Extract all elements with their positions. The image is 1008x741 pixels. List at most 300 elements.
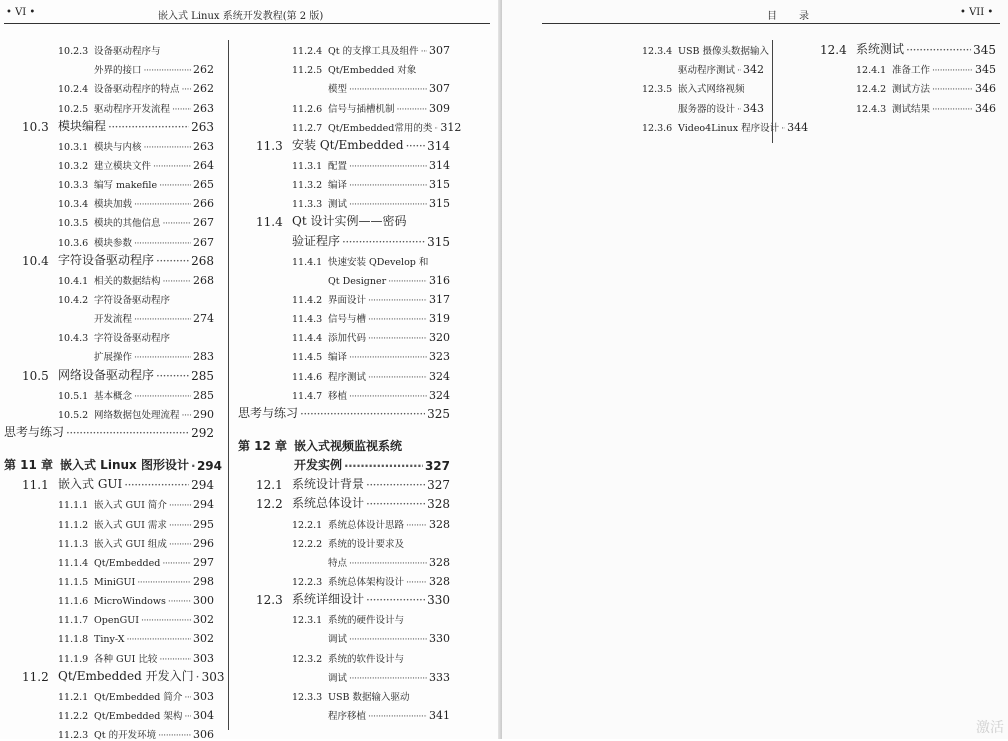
toc-entry-title: 嵌入式 GUI 组成	[94, 538, 167, 550]
toc-leader-dots	[134, 238, 191, 249]
toc-entry	[238, 344, 450, 363]
toc-entry	[802, 95, 996, 114]
toc-leader-dots	[144, 142, 191, 153]
toc-entry-number: 11.2.5	[292, 65, 323, 77]
toc-entry	[4, 473, 214, 492]
toc-leader-dots	[368, 333, 427, 344]
toc-entry-title: 嵌入式视频监视系统	[294, 438, 403, 453]
toc-entry	[238, 363, 450, 382]
toc-entry-title: 系统测试	[856, 42, 905, 57]
toc-entry-title: 快速安装 QDevelop 和	[328, 256, 429, 268]
toc-entry-number: 10.3.6	[58, 237, 89, 249]
toc-entry	[4, 569, 214, 588]
toc-entry-page: 328	[429, 574, 450, 588]
toc-entry-page: 306	[193, 728, 214, 741]
toc-entry	[238, 76, 450, 95]
toc-entry-number: 11.4.6	[292, 371, 323, 383]
toc-entry	[588, 76, 763, 95]
toc-entry	[4, 134, 214, 153]
toc-entry-page: 345	[973, 43, 996, 58]
toc-leader-dots	[366, 593, 425, 607]
toc-entry	[238, 607, 450, 626]
toc-leader-dots	[141, 615, 191, 626]
toc-entry-title: 系统总体架构设计	[328, 576, 405, 588]
toc-entry	[4, 249, 214, 268]
toc-entry-page: 320	[429, 331, 450, 345]
toc-entry-title: 系统总体设计思路	[328, 519, 405, 531]
toc-leader-dots	[300, 407, 425, 421]
toc-leader-dots	[349, 673, 427, 684]
toc-entry-number: 12.3.1	[292, 615, 323, 627]
toc-entry-title: 模型	[328, 84, 348, 96]
toc-entry-title: 驱动程序开发流程	[94, 103, 171, 115]
toc-leader-dots	[906, 43, 971, 57]
toc-entry-page: 296	[193, 536, 214, 550]
toc-entry	[4, 421, 214, 440]
toc-entry-title: 信号与插槽机制	[328, 103, 395, 115]
toc-entry-title: 配置	[328, 160, 348, 172]
toc-entry-number: 12.3.4	[642, 46, 673, 58]
toc-entry-title: Qt Designer	[328, 275, 387, 287]
toc-leader-dots	[158, 730, 191, 741]
toc-entry-page: 297	[193, 555, 214, 569]
toc-entry-title: Video4Linux 程序设计	[678, 122, 780, 134]
toc-entry-title: 准备工作	[892, 65, 931, 77]
toc-leader-dots	[153, 161, 191, 172]
toc-entry-number: 11.1	[22, 478, 49, 493]
toc-entry-page: 343	[743, 101, 765, 115]
toc-entry	[4, 95, 214, 114]
toc-entry-page: 268	[193, 273, 214, 287]
toc-entry-page: 274	[193, 312, 214, 326]
toc-entry-title: 界面设计	[328, 294, 367, 306]
toc-entry-number: 12.2	[256, 497, 283, 512]
toc-leader-dots	[182, 84, 191, 95]
toc-entry	[238, 134, 450, 153]
toc-entry-number: 10.4.2	[58, 294, 89, 306]
toc-entry-number: 10.3.4	[58, 199, 89, 211]
toc-column-right-2	[802, 38, 996, 115]
toc-entry	[4, 440, 214, 454]
toc-entry-page: 300	[193, 594, 214, 608]
toc-entry	[238, 191, 450, 210]
toc-leader-dots	[169, 539, 191, 550]
toc-entry-number: 11.1.8	[58, 634, 89, 646]
toc-entry-page: 264	[193, 158, 214, 172]
toc-entry-page: 317	[429, 292, 450, 306]
toc-leader-dots	[932, 65, 973, 76]
toc-entry-page: 283	[193, 350, 214, 364]
toc-leader-dots	[406, 577, 427, 588]
toc-entry	[4, 115, 214, 134]
column-separator-right	[772, 40, 773, 143]
toc-entry-title: Qt 设计实例——密码	[292, 214, 407, 229]
toc-entry	[4, 550, 214, 569]
toc-entry-number: 10.3.1	[58, 141, 89, 153]
toc-entry	[4, 645, 214, 664]
toc-leader-dots	[781, 123, 785, 134]
toc-entry-number: 10.2.3	[58, 46, 89, 58]
toc-leader-dots	[159, 654, 191, 665]
toc-entry	[588, 115, 809, 134]
column-separator	[228, 40, 229, 730]
watermark: 激活	[976, 720, 1004, 736]
toc-entry-title: MiniGUI	[94, 576, 136, 588]
toc-entry-page: 303	[201, 669, 225, 684]
toc-entry	[4, 38, 214, 57]
toc-column-left-2	[238, 38, 462, 722]
toc-entry-title: 模块加载	[94, 199, 133, 211]
toc-leader-dots	[184, 711, 191, 722]
toc-entry-title: 基本概念	[94, 390, 133, 402]
toc-entry-page: 307	[429, 82, 450, 96]
toc-entry-title: 系统的软件设计与	[328, 653, 405, 665]
toc-entry-number: 11.1.6	[58, 596, 89, 608]
toc-entry-title: Qt 的开发环境	[94, 730, 157, 741]
toc-entry	[238, 435, 450, 454]
toc-entry-number: 11.4	[256, 215, 283, 230]
toc-entry-page: 295	[193, 517, 214, 531]
toc-entry-title: Qt/Embedded 架构	[94, 710, 183, 722]
toc-entry-title: Qt/Embedded常用的类	[328, 122, 433, 134]
toc-entry	[238, 325, 450, 344]
toc-leader-dots	[168, 596, 191, 607]
toc-entry-number: 第 12 章	[238, 438, 288, 453]
toc-entry	[588, 38, 770, 58]
toc-entry-title: USB 摄像头数据输入	[678, 46, 770, 58]
toc-entry	[4, 684, 214, 703]
toc-entry-page: 342	[743, 63, 765, 77]
toc-entry-page: 325	[427, 406, 450, 421]
toc-leader-dots	[932, 104, 973, 115]
toc-entry-title: 调试	[328, 672, 348, 684]
toc-entry-number: 10.5.1	[58, 390, 89, 402]
toc-entry-page: 303	[193, 689, 214, 703]
toc-entry-number: 12.4.1	[856, 65, 887, 77]
toc-entry	[238, 703, 450, 722]
toc-entry-page: 328	[427, 497, 450, 512]
toc-entry	[238, 306, 450, 325]
toc-entry-number: 12.4.3	[856, 103, 887, 115]
toc-leader-dots	[737, 104, 741, 115]
toc-entry-number: 11.4.2	[292, 294, 323, 306]
toc-entry-number: 11.4.5	[292, 352, 323, 364]
toc-entry-number: 11.1.3	[58, 538, 89, 550]
toc-leader-dots	[184, 692, 191, 703]
toc-entry-page: 262	[193, 63, 214, 77]
toc-entry	[4, 57, 214, 76]
toc-entry	[4, 454, 223, 474]
toc-leader-dots	[182, 410, 191, 421]
toc-entry-title: 系统设计背景	[292, 477, 365, 492]
toc-entry-title: 测试结果	[892, 103, 931, 115]
toc-entry	[4, 665, 225, 684]
toc-leader-dots	[349, 199, 427, 210]
toc-entry-title: 移植	[328, 390, 348, 402]
toc-entry-page: 292	[191, 425, 214, 440]
toc-entry	[4, 325, 214, 344]
toc-entry-number: 12.3	[256, 593, 283, 608]
toc-entry-title: MicroWindows	[94, 596, 166, 608]
toc-entry-page: 344	[787, 120, 809, 134]
toc-entry	[4, 153, 214, 172]
toc-leader-dots	[108, 120, 189, 134]
toc-entry	[238, 645, 450, 664]
toc-entry-number: 12.4	[820, 43, 847, 58]
toc-entry-title: 网络设备驱动程序	[58, 367, 155, 382]
toc-entry-title: 服务器的设计	[678, 103, 736, 115]
toc-entry-number: 11.1.1	[58, 500, 89, 512]
toc-entry-page: 309	[429, 101, 450, 115]
toc-entry-number: 10.4.3	[58, 333, 89, 345]
toc-entry-title: 模块的其他信息	[94, 218, 161, 230]
toc-entry-number: 第 11 章	[4, 458, 54, 473]
toc-leader-dots	[127, 634, 192, 645]
toc-leader-dots	[434, 123, 438, 134]
toc-entry-page: 314	[429, 158, 450, 172]
toc-entry	[4, 626, 214, 645]
toc-entry	[4, 531, 214, 550]
toc-entry-page: 266	[193, 197, 214, 211]
toc-entry	[238, 531, 450, 550]
toc-entry-page: 330	[429, 632, 450, 646]
toc-entry	[4, 76, 214, 95]
toc-entry	[4, 607, 214, 626]
toc-entry-title: 安装 Qt/Embedded	[292, 137, 404, 152]
toc-entry-page: 330	[427, 593, 450, 608]
toc-leader-dots	[349, 391, 427, 402]
toc-leader-dots	[349, 352, 427, 363]
toc-entry-title: 编译	[328, 352, 348, 364]
toc-entry-page: 290	[193, 407, 214, 421]
toc-entry-number: 11.2	[22, 669, 49, 684]
toc-entry-title: OpenGUI	[94, 615, 139, 627]
toc-entry-title: 模块与内核	[94, 141, 142, 153]
toc-leader-dots	[388, 276, 427, 287]
toc-leader-dots	[349, 161, 427, 172]
toc-entry-number: 11.2.2	[58, 710, 89, 722]
toc-entry-title: 设备驱动程序与	[94, 46, 161, 58]
toc-entry-title: Qt 的支撑工具及组件	[328, 46, 419, 58]
toc-entry-page: 262	[193, 82, 214, 96]
toc-entry	[238, 626, 450, 645]
toc-entry-number: 11.3.2	[292, 180, 323, 192]
right-header-rule	[542, 23, 1000, 24]
toc-entry-page: 294	[196, 459, 223, 474]
toc-entry	[238, 38, 450, 57]
toc-entry-number: 11.2.7	[292, 122, 323, 134]
toc-leader-dots	[368, 295, 427, 306]
toc-entry-number: 10.5	[22, 368, 49, 383]
toc-leader-dots	[156, 254, 189, 268]
toc-leader-dots	[406, 520, 427, 531]
toc-leader-dots	[366, 497, 425, 511]
left-page-number: • VI •	[6, 7, 36, 18]
toc-entry-title: 调试	[328, 634, 348, 646]
toc-entry-number: 10.3.2	[58, 160, 89, 172]
left-running-title: 嵌入式 Linux 系统开发教程(第 2 版)	[158, 11, 324, 22]
toc-entry-title: 系统详细设计	[292, 592, 365, 607]
right-running-title: 目 录	[767, 11, 815, 22]
toc-entry	[4, 287, 214, 306]
toc-entry-number: 11.2.1	[58, 691, 89, 703]
toc-leader-dots	[191, 459, 195, 473]
toc-leader-dots	[137, 577, 191, 588]
toc-entry-page: 346	[975, 82, 996, 96]
toc-entry-title: 嵌入式 Linux 图形设计	[60, 458, 189, 473]
toc-entry-page: 263	[191, 119, 214, 134]
toc-entry	[238, 511, 450, 530]
toc-entry	[238, 249, 450, 268]
toc-entry-page: 316	[429, 273, 450, 287]
toc-entry-page: 346	[975, 101, 996, 115]
toc-entry-title: Qt/Embedded 简介	[94, 691, 183, 703]
toc-leader-dots	[349, 634, 427, 645]
toc-leader-dots	[421, 46, 427, 57]
toc-entry-page: 294	[191, 478, 214, 493]
toc-entry-title: Tiny-X	[94, 634, 125, 646]
toc-entry-title: 测试方法	[892, 84, 931, 96]
toc-entry-page: 323	[429, 350, 450, 364]
toc-entry-number: 12.4.2	[856, 84, 887, 96]
toc-leader-dots	[932, 84, 973, 95]
toc-entry-number: 11.1.4	[58, 557, 89, 569]
toc-entry-page: 333	[429, 670, 450, 684]
toc-entry-title: 开发流程	[94, 314, 133, 326]
toc-entry	[4, 511, 214, 530]
toc-entry-title: Qt/Embedded 对象	[328, 65, 417, 77]
toc-entry	[4, 306, 214, 325]
toc-entry-title: 系统的设计要求及	[328, 538, 405, 550]
toc-entry-page: 324	[429, 388, 450, 402]
toc-leader-dots	[66, 426, 189, 440]
toc-entry-page: 328	[429, 517, 450, 531]
toc-entry-title: 系统的硬件设计与	[328, 615, 405, 627]
toc-entry-page: 285	[191, 368, 214, 383]
toc-leader-dots	[134, 314, 191, 325]
toc-entry-number: 11.3.3	[292, 199, 323, 211]
toc-entry-page: 268	[191, 253, 214, 268]
toc-entry	[4, 722, 214, 741]
toc-entry	[238, 665, 450, 684]
toc-entry-page: 263	[193, 101, 214, 115]
toc-entry-page: 302	[193, 632, 214, 646]
toc-leader-dots	[366, 478, 425, 492]
toc-entry-page: 307	[429, 44, 450, 58]
toc-entry-number: 11.1.2	[58, 519, 89, 531]
toc-column-left-1	[4, 38, 225, 741]
toc-entry-number: 11.3.1	[292, 160, 323, 172]
toc-leader-dots	[368, 372, 427, 383]
right-page-number: • VII •	[960, 7, 994, 18]
toc-entry	[4, 210, 214, 229]
toc-entry-title: 建立模块文件	[94, 160, 152, 172]
toc-entry-title: 字符设备驱动程序	[94, 333, 171, 345]
toc-entry-number: 11.2.3	[58, 730, 89, 741]
toc-entry-page: 327	[424, 459, 450, 474]
toc-leader-dots	[162, 558, 191, 569]
toc-entry-title: 字符设备驱动程序	[94, 294, 171, 306]
toc-entry-page: 315	[427, 234, 450, 249]
toc-leader-dots	[156, 369, 189, 383]
toc-leader-dots	[349, 558, 427, 569]
toc-entry-title: 测试	[328, 199, 348, 211]
toc-entry-page: 341	[429, 708, 450, 722]
toc-entry-title: 思考与练习	[238, 405, 299, 420]
toc-entry-number: 12.3.5	[642, 84, 673, 96]
toc-entry-title: 驱动程序测试	[678, 65, 736, 77]
toc-leader-dots	[159, 180, 191, 191]
toc-entry-page: 267	[193, 235, 214, 249]
toc-leader-dots	[169, 500, 191, 511]
toc-entry-page: 304	[193, 708, 214, 722]
toc-entry-page: 327	[427, 478, 450, 493]
toc-entry	[588, 95, 763, 114]
toc-entry-page: 315	[429, 197, 450, 211]
toc-entry	[4, 363, 214, 382]
toc-entry-number: 10.3.5	[58, 218, 89, 230]
toc-entry	[4, 172, 214, 191]
toc-entry-number: 12.3.3	[292, 691, 323, 703]
toc-entry-page: 285	[193, 388, 214, 402]
toc-entry	[238, 550, 450, 569]
toc-entry	[4, 402, 214, 421]
toc-leader-dots	[134, 391, 191, 402]
toc-entry-page: 294	[193, 498, 214, 512]
toc-entry-page: 324	[429, 369, 450, 383]
toc-entry-number: 11.1.9	[58, 653, 89, 665]
toc-entry-title: 嵌入式网络视频	[678, 84, 745, 96]
toc-entry-page: 265	[193, 178, 214, 192]
toc-leader-dots	[397, 104, 427, 115]
toc-entry-title: 扩展操作	[94, 352, 133, 364]
toc-entry-page: 298	[193, 574, 214, 588]
toc-entry-page: 312	[440, 120, 462, 134]
toc-entry-title: 模块参数	[94, 237, 133, 249]
toc-entry	[238, 454, 450, 473]
toc-entry-title: 系统总体设计	[292, 496, 365, 511]
left-page	[0, 0, 502, 739]
toc-entry	[802, 38, 996, 57]
toc-entry-title: 相关的数据结构	[94, 275, 161, 287]
toc-entry-title: 程序移植	[328, 710, 367, 722]
toc-leader-dots	[349, 84, 427, 95]
toc-entry-title: 字符设备驱动程序	[58, 252, 155, 267]
toc-entry	[238, 588, 450, 607]
toc-entry-number: 11.2.6	[292, 103, 323, 115]
toc-leader-dots	[163, 276, 191, 287]
toc-entry-title: 外界的接口	[94, 65, 142, 77]
toc-entry-number: 12.2.1	[292, 519, 323, 531]
toc-entry-title: 信号与槽	[328, 314, 367, 326]
toc-entry-number: 10.3.3	[58, 180, 89, 192]
toc-entry-page: 328	[429, 555, 450, 569]
toc-entry-title: 验证程序	[292, 233, 341, 248]
toc-entry-number: 11.4.4	[292, 333, 323, 345]
toc-entry	[238, 421, 450, 435]
toc-entry-page: 267	[193, 216, 214, 230]
toc-entry-page: 345	[975, 63, 996, 77]
toc-entry-title: 特点	[328, 557, 348, 569]
toc-entry-page: 319	[429, 312, 450, 326]
toc-entry-number: 10.3	[22, 119, 49, 134]
toc-entry-number: 11.1.5	[58, 576, 89, 588]
toc-entry-number: 10.4.1	[58, 275, 89, 287]
toc-entry	[238, 402, 450, 421]
toc-leader-dots	[737, 65, 741, 76]
toc-entry-page: 315	[429, 178, 450, 192]
toc-entry	[802, 76, 996, 95]
